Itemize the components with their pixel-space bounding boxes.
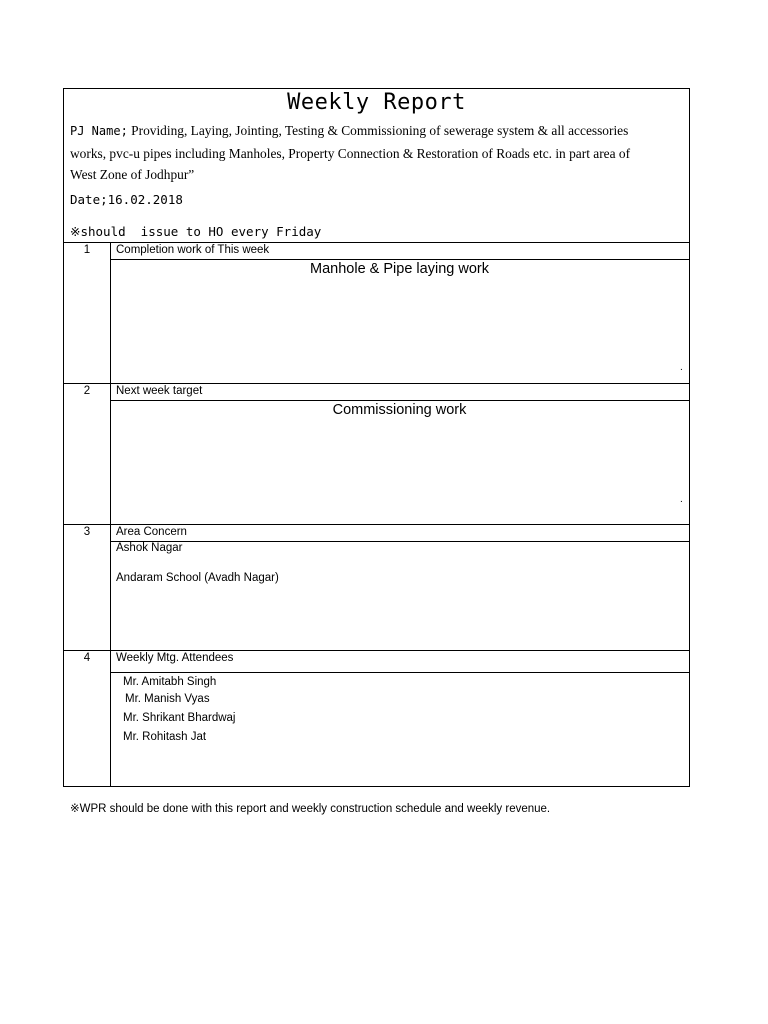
project-name-line-3: West Zone of Jodhpur” xyxy=(70,167,195,182)
section-1-label: Completion work of This week xyxy=(116,244,270,256)
column-divider xyxy=(110,242,111,787)
section-2-number: 2 xyxy=(83,385,91,397)
section-4-number: 4 xyxy=(83,652,91,664)
weekly-report-form xyxy=(63,88,690,787)
issue-note: ※should issue to HO every Friday xyxy=(70,224,322,239)
section-1-number: 1 xyxy=(83,244,91,256)
project-name xyxy=(70,120,682,186)
row-divider xyxy=(110,672,689,673)
project-name-line-2: works, pvc-u pipes including Manholes, Property Connection & Restoration of Roads etc. in part area of xyxy=(70,145,631,161)
section-2-label: Next week target xyxy=(116,385,203,397)
row-divider xyxy=(64,242,689,243)
report-header xyxy=(64,89,689,242)
section-1-content: Manhole & Pipe laying work xyxy=(310,261,489,277)
row-divider xyxy=(64,524,689,525)
section-3-number: 3 xyxy=(83,526,91,538)
attendee-name: Mr. Manish Vyas xyxy=(125,693,210,705)
row-divider xyxy=(110,541,689,542)
report-title: Weekly Report xyxy=(287,90,466,115)
area-concern-item: Ashok Nagar xyxy=(116,542,183,554)
attendee-name: Mr. Rohitash Jat xyxy=(123,731,207,743)
section-2-dot: . xyxy=(680,494,683,505)
row-divider xyxy=(110,400,689,401)
section-4-label: Weekly Mtg. Attendees xyxy=(116,652,234,664)
footer-note: ※WPR should be done with this report and weekly construction schedule and weekly revenue. xyxy=(70,803,551,815)
project-name-line-1: Providing, Laying, Jointing, Testing & Commissioning of sewerage system & all accessories xyxy=(131,123,629,138)
attendee-name: Mr. Shrikant Bhardwaj xyxy=(123,712,236,724)
report-date: Date;16.02.2018 xyxy=(70,192,183,207)
section-3-label: Area Concern xyxy=(116,526,187,538)
section-1-dot: . xyxy=(680,362,683,373)
row-divider xyxy=(64,383,689,384)
row-divider xyxy=(110,259,689,260)
area-concern-item: Andaram School (Avadh Nagar) xyxy=(116,572,279,584)
project-name-label: PJ Name; xyxy=(70,124,128,138)
attendee-name: Mr. Amitabh Singh xyxy=(123,676,217,688)
row-divider xyxy=(64,650,689,651)
section-2-content: Commissioning work xyxy=(332,402,467,418)
